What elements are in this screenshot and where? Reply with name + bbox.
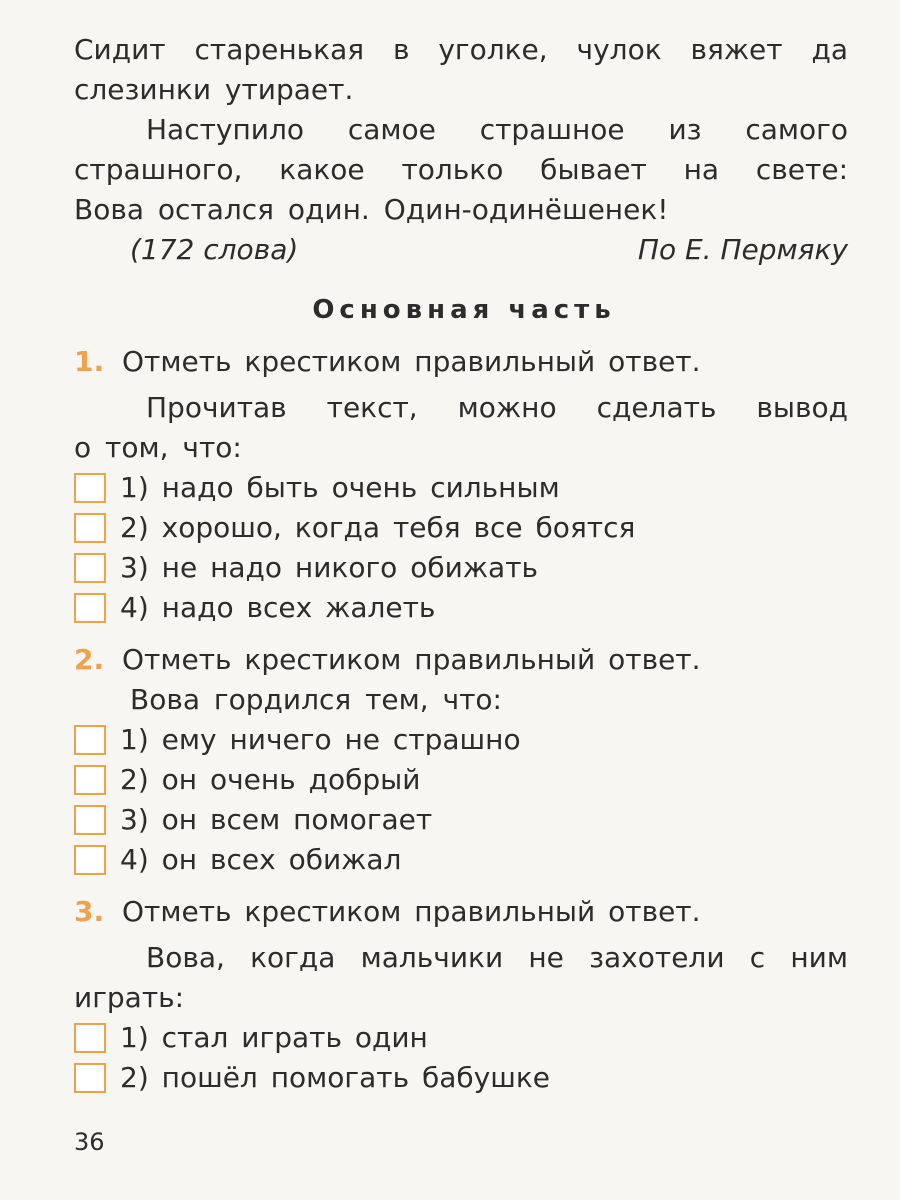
question-line: Вова гордился тем, что: [130, 683, 502, 716]
answer-option [74, 588, 848, 628]
citation [74, 230, 848, 270]
question-line: Прочитав текст, можно сделать вывод [146, 391, 848, 424]
task-instruction: Отметь крестиком правильный ответ. [122, 345, 701, 378]
answer-checkbox[interactable] [74, 593, 106, 623]
answer-option [74, 840, 848, 880]
answer-label: 1) ему ничего не страшно [120, 723, 521, 756]
answer-checkbox[interactable] [74, 513, 106, 543]
answer-checkbox[interactable] [74, 845, 106, 875]
task-instruction-row [74, 640, 848, 680]
answer-checkbox[interactable] [74, 725, 106, 755]
answer-checkbox[interactable] [74, 473, 106, 503]
task-instruction-row [74, 342, 848, 382]
answer-checkbox[interactable] [74, 553, 106, 583]
task-1 [74, 342, 848, 628]
section-title: Основная часть [312, 295, 616, 325]
answer-label: 4) надо всех жалеть [120, 591, 436, 624]
answer-label: 1) стал играть один [120, 1021, 428, 1054]
author: По Е. Пермяку [637, 233, 848, 266]
answer-option [74, 1018, 848, 1058]
answer-label: 2) он очень добрый [120, 763, 421, 796]
story-line: Вова остался один. Один-одинёшенек! [74, 193, 669, 226]
answer-option [74, 760, 848, 800]
task-number: 1. [74, 345, 105, 378]
task-number: 2. [74, 643, 105, 676]
answer-option [74, 800, 848, 840]
page-number: 36 [74, 1128, 105, 1156]
task-3 [74, 892, 848, 1098]
answer-option [74, 508, 848, 548]
task-2 [74, 640, 848, 880]
answer-checkbox[interactable] [74, 1063, 106, 1093]
task-instruction: Отметь крестиком правильный ответ. [122, 643, 701, 676]
answer-label: 1) надо быть очень сильным [120, 471, 560, 504]
answer-checkbox[interactable] [74, 1023, 106, 1053]
question-line: играть: [74, 981, 185, 1014]
answer-label: 3) не надо никого обижать [120, 551, 539, 584]
answer-label: 3) он всем помогает [120, 803, 433, 836]
answer-label: 2) хорошо, когда тебя все боятся [120, 511, 636, 544]
answer-checkbox[interactable] [74, 765, 106, 795]
answer-option [74, 468, 848, 508]
answer-label: 2) пошёл помогать бабушке [120, 1061, 551, 1094]
answer-checkbox[interactable] [74, 805, 106, 835]
task-instruction-row [74, 892, 848, 932]
story-line: Наступило самое страшное из самого [146, 113, 848, 146]
answer-option [74, 1058, 848, 1098]
answer-option [74, 548, 848, 588]
answer-label: 4) он всех обижал [120, 843, 402, 876]
story-line: слезинки утирает. [74, 73, 354, 106]
question-line: Вова, когда мальчики не захотели с ним [146, 941, 848, 974]
story-line: страшного, какое только бывает на свете: [74, 153, 848, 186]
story-line: Сидит старенькая в уголке, чулок вяжет да [74, 33, 848, 66]
answer-option [74, 720, 848, 760]
question-line: о том, что: [74, 431, 242, 464]
task-instruction: Отметь крестиком правильный ответ. [122, 895, 701, 928]
word-count: (172 слова) [130, 233, 299, 266]
task-number: 3. [74, 895, 105, 928]
story-text [74, 30, 848, 270]
